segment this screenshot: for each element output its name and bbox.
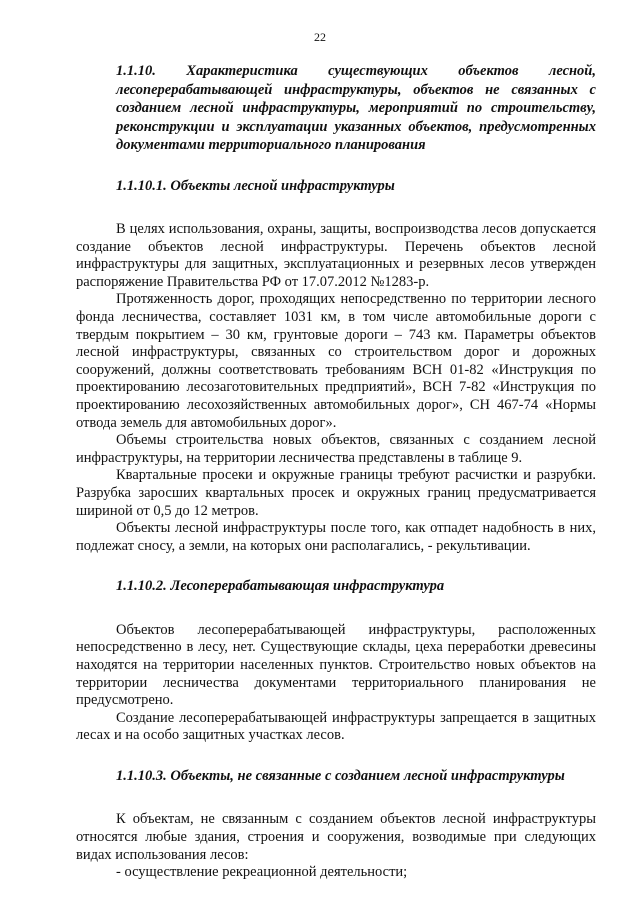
paragraph: К объектам, не связанным с созданием объектов лесной инфраструктуры относятся любые здания, строения и сооружения, возводимые при следующих видах использования лесов:	[76, 811, 596, 863]
paragraph: Протяженность дорог, проходящих непосредственно по территории лесного фонда лесничества, составляет 1031 км, в том числе автомобильные дороги с твердым покрытием – 30 км, грунтовые дороги – 743 км. Параметры объектов лесной инфраструктуры, связанных со строительством дорог и дорожных сооружений, должны соответствовать требованиям ВСН 01-82 «Инструкция по проектированию лесозаготовительных предприятий», ВСН 7-82 «Инструкция по проектированию лесохозяйственных автомобильных дорог», СН 467-74 «Нормы отвода земель для автомобильных дорог».	[76, 291, 596, 431]
paragraph: Объекты лесной инфраструктуры после того, как отпадет надобность в них, подлежат сносу, а земли, на которых они располагались, - рекультивации.	[76, 520, 596, 554]
section-heading-3: 1.1.10.3. Объекты, не связанные с созданием лесной инфраструктуры	[116, 767, 565, 784]
section-heading-1: 1.1.10.1. Объекты лесной инфраструктуры	[116, 177, 395, 194]
paragraph: Объектов лесоперерабатывающей инфраструктуры, расположенных непосредственно в лесу, нет. Существующие склады, цеха переработки древесины находятся на территории населенных пунктов. Строительство новых объектов на территории лесничества документами территориального планирования не предусмотрено.	[76, 621, 596, 709]
paragraph: Объемы строительства новых объектов, связанных с созданием лесной инфраструктуры, на территории лесничества представлены в таблице 9.	[76, 432, 596, 466]
list-item: - осуществление рекреационной деятельности;	[116, 864, 408, 881]
section-heading-main: 1.1.10. Характеристика существующих объектов лесной, лесоперерабатывающей инфраструктуры, объектов не связанных с созданием лесной инфраструктуры, мероприятий по строительству, реконструкции и эксплуатации указанных объектов, предусмотренных документами территориального планирования	[116, 63, 596, 153]
paragraph: В целях использования, охраны, защиты, воспроизводства лесов допускается создание объектов лесной инфраструктуры. Перечень объектов лесной инфраструктуры для защитных, эксплуатационных и резервных лесов утвержден распоряжение Правительства РФ от 17.07.2012 №1283-р.	[76, 221, 596, 290]
section-heading-2: 1.1.10.2. Лесоперерабатывающая инфраструктура	[116, 578, 445, 595]
page-number: 22	[314, 30, 326, 44]
paragraph: Квартальные просеки и окружные границы требуют расчистки и разрубки. Разрубка заросших квартальных просек и окружных границ предусматривается шириной от 0,5 до 12 метров.	[76, 467, 596, 519]
document-body	[76, 62, 596, 882]
paragraph: Создание лесоперерабатывающей инфраструктуры запрещается в защитных лесах и на особо защитных участках лесов.	[76, 709, 596, 744]
